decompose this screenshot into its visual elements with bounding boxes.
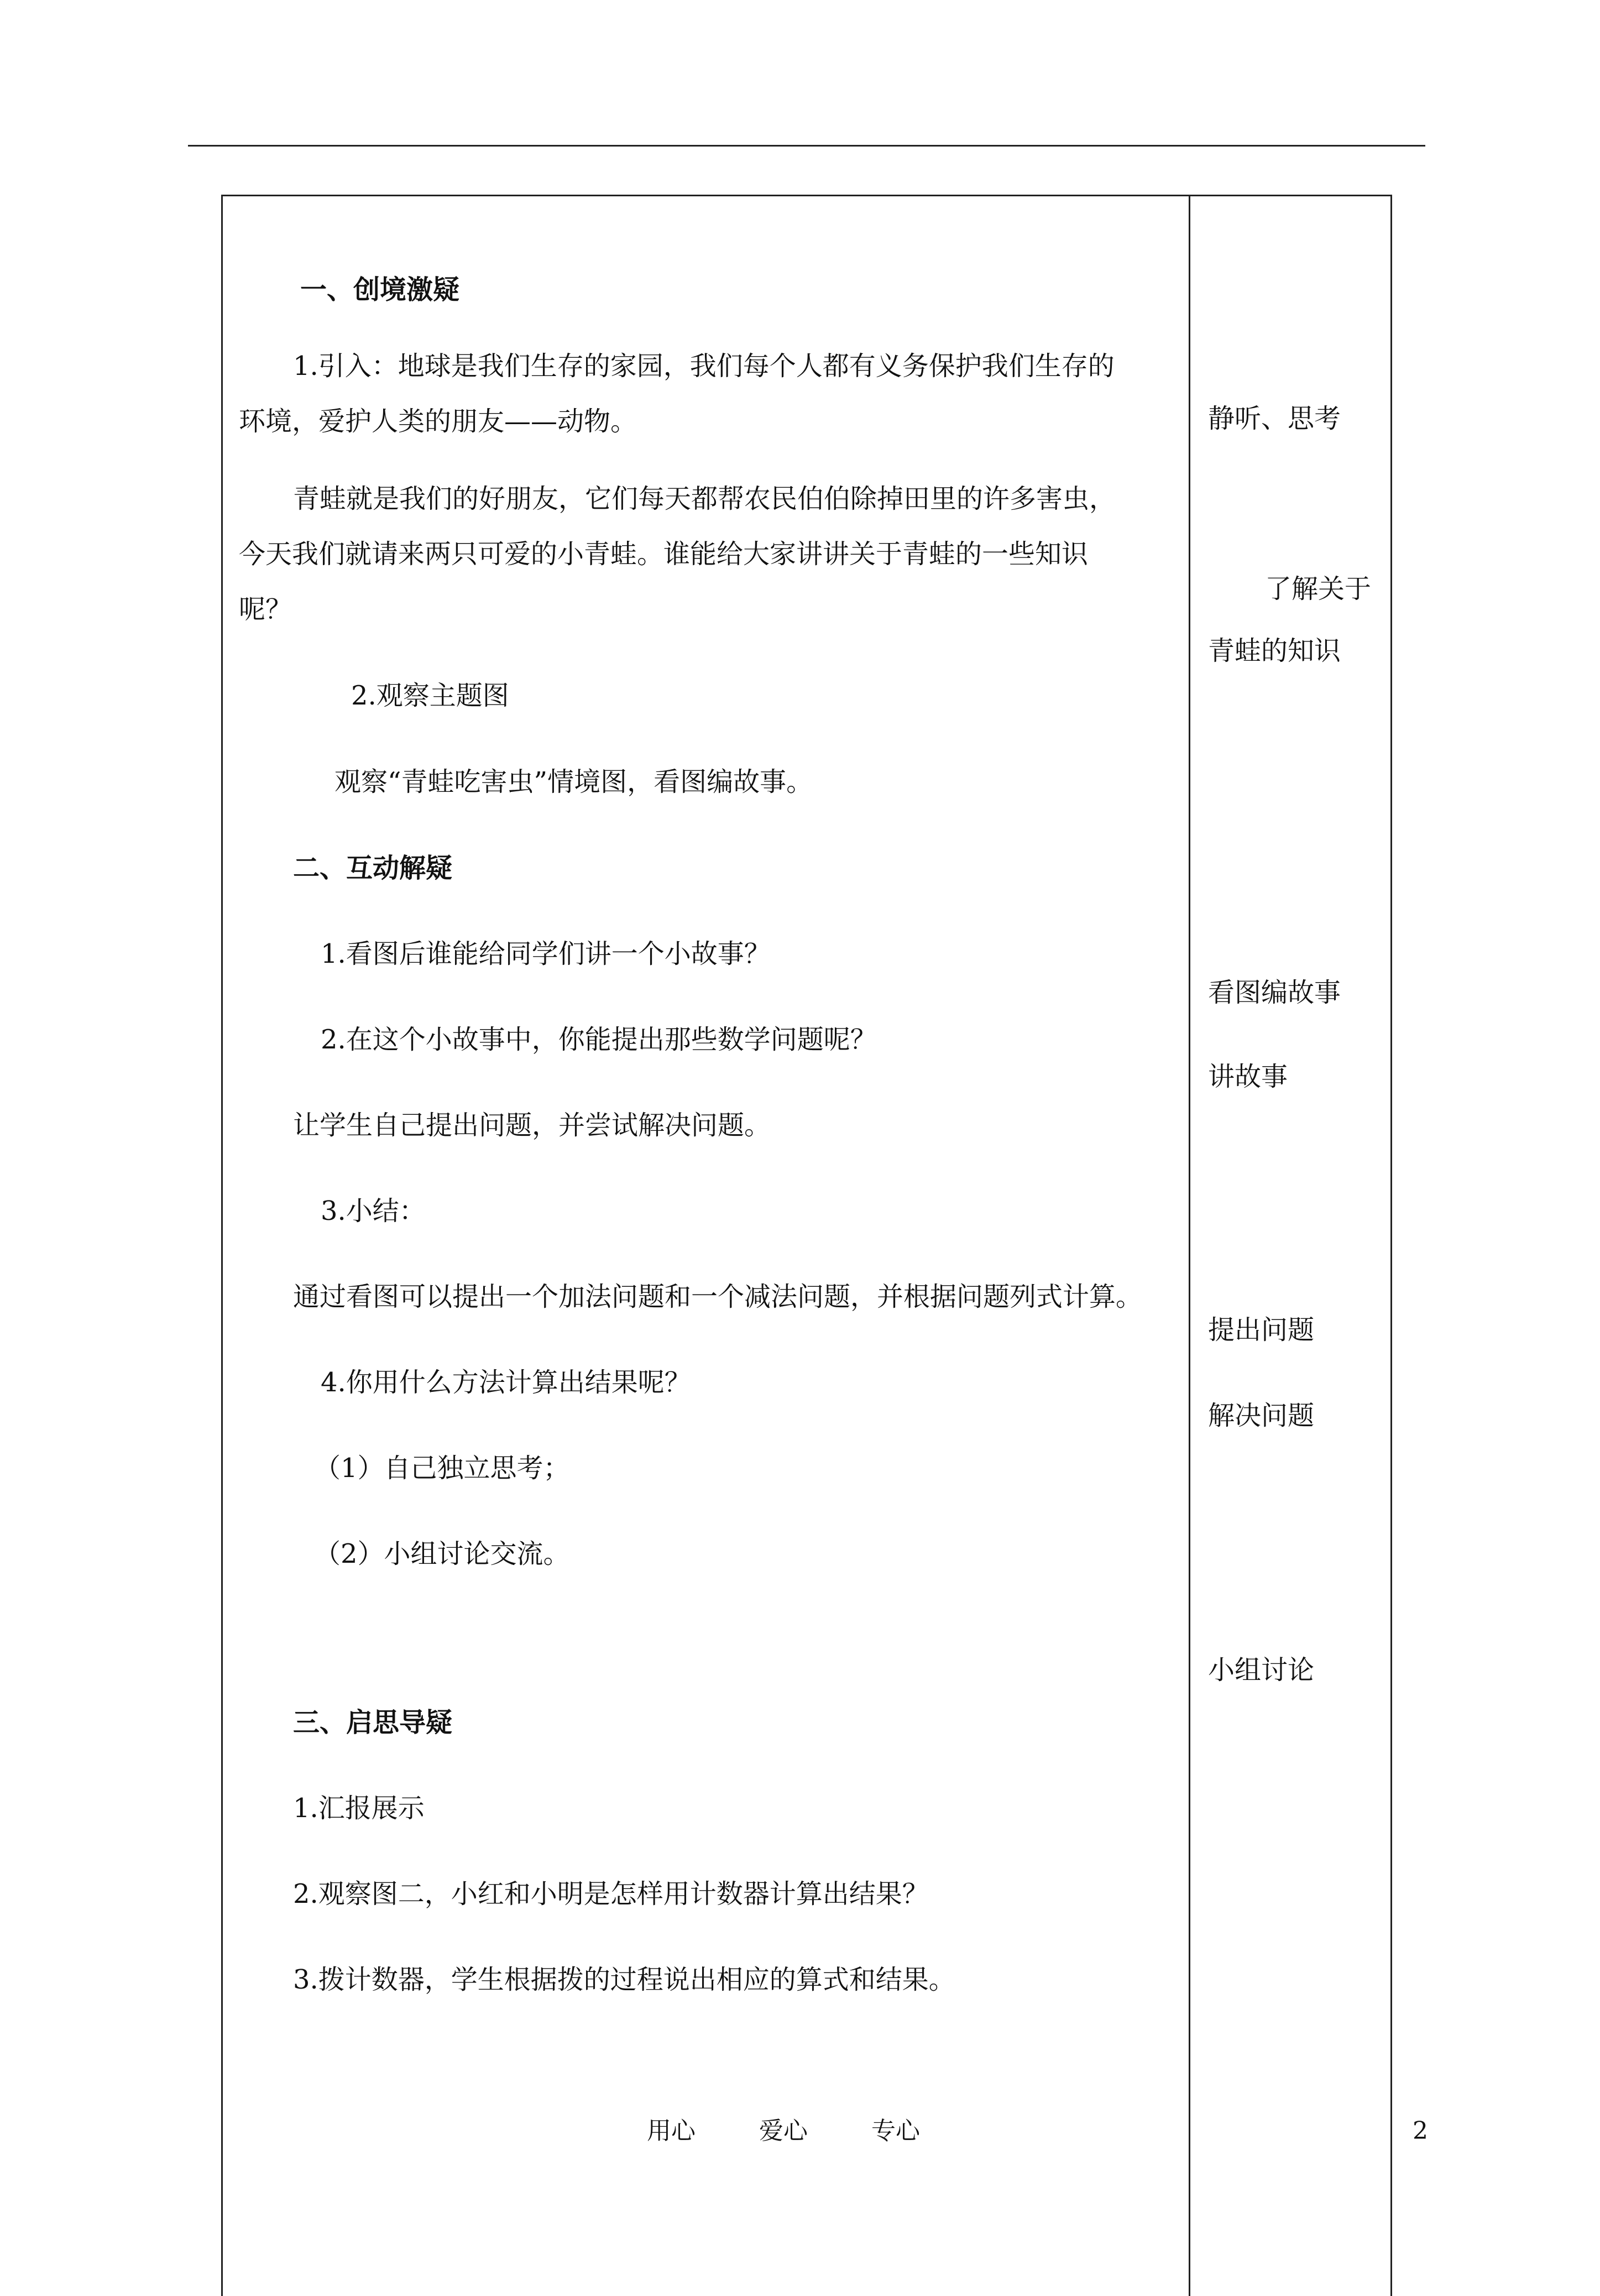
footer-motto: 爱心 [759, 2117, 808, 2145]
paragraph: 1.引入：地球是我们生存的家园，我们每个人都有义务保护我们生存的 [293, 351, 1115, 382]
paragraph: 2.在这个小故事中，你能提出那些数学问题呢？ [321, 1024, 877, 1055]
paragraph: 青蛙就是我们的好朋友，它们每天都帮农民伯伯除掉田里的许多害虫， [293, 483, 1116, 514]
footer-motto: 用心 [647, 2117, 696, 2145]
section-heading-2: 二、互动解疑 [293, 853, 453, 884]
header-rule [188, 145, 1425, 147]
paragraph: 1.看图后谁能给同学们讲一个小故事？ [321, 938, 771, 969]
activity-note: 了解关于 [1265, 573, 1372, 604]
paragraph: 2.观察主题图 [351, 680, 509, 711]
paragraph: 让学生自己提出问题，并尝试解决问题。 [293, 1110, 771, 1141]
activity-note: 提出问题 [1208, 1314, 1315, 1345]
paragraph: （2）小组讨论交流。 [314, 1538, 570, 1569]
activity-note: 小组讨论 [1208, 1655, 1315, 1686]
footer-motto: 专心 [871, 2117, 920, 2145]
activity-note: 青蛙的知识 [1208, 635, 1341, 666]
paragraph: 观察“青蛙吃害虫”情境图，看图编故事。 [334, 766, 813, 797]
activity-note: 静听、思考 [1208, 403, 1341, 434]
paragraph: （1）自己独立思考； [314, 1453, 570, 1484]
page-number: 2 [1413, 2117, 1428, 2145]
column-divider [1189, 195, 1190, 2296]
paragraph: 呢？ [239, 594, 292, 625]
activity-note: 看图编故事 [1208, 977, 1341, 1008]
section-heading-3: 三、启思导疑 [293, 1707, 453, 1738]
paragraph: 2.观察图二，小红和小明是怎样用计数器计算出结果？ [293, 1878, 929, 1909]
paragraph: 今天我们就请来两只可爱的小青蛙。谁能给大家讲讲关于青蛙的一些知识 [239, 539, 1089, 570]
activity-note: 讲故事 [1208, 1061, 1288, 1092]
paragraph: 通过看图可以提出一个加法问题和一个减法问题，并根据问题列式计算。 [293, 1281, 1143, 1312]
activity-note: 解决问题 [1208, 1400, 1315, 1431]
section-heading-1: 一、创境激疑 [300, 274, 460, 305]
paragraph: 环境，爱护人类的朋友——动物。 [239, 406, 637, 437]
paragraph: 4.你用什么方法计算出结果呢？ [321, 1367, 691, 1398]
paragraph: 1.汇报展示 [293, 1793, 425, 1824]
paragraph: 3.拨计数器，学生根据拨的过程说出相应的算式和结果。 [293, 1964, 955, 1995]
paragraph: 3.小结： [321, 1196, 426, 1227]
